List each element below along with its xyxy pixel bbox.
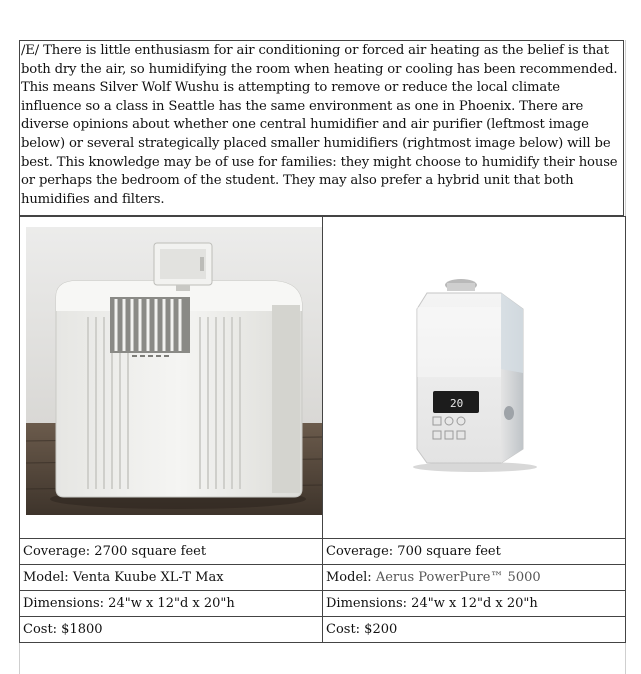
model-cell-left xyxy=(20,565,323,591)
product-comparison-table xyxy=(19,216,626,643)
product-image-cell-right xyxy=(323,217,626,539)
cost-cell-left: Cost: $1800 xyxy=(20,617,323,643)
cost-cell-right: Cost: $200 xyxy=(323,617,626,643)
model-cell-right xyxy=(323,565,626,591)
aerus-humidifier-photo xyxy=(405,273,545,473)
dimensions-row xyxy=(20,591,626,617)
aerus-display-reading: 20 xyxy=(450,397,464,410)
model-row xyxy=(20,565,626,591)
model-label-left: Model: xyxy=(23,570,73,585)
venta-humidifier-photo xyxy=(26,227,322,515)
cost-row xyxy=(20,617,626,643)
dimensions-cell-left: Dimensions: 24"w x 12"d x 20"h xyxy=(20,591,323,617)
coverage-row xyxy=(20,539,626,565)
coverage-cell-right: Coverage: 700 square feet xyxy=(323,539,626,565)
model-name-link-right[interactable]: Aerus PowerPure™ 5000 xyxy=(375,570,541,585)
coverage-cell-left: Coverage: 2700 square feet xyxy=(20,539,323,565)
model-label-right: Model: xyxy=(326,570,376,585)
model-name-left: Venta Kuube XL-T Max xyxy=(72,570,224,585)
dimensions-cell-right: Dimensions: 24"w x 12"d x 20"h xyxy=(323,591,626,617)
product-image-row xyxy=(20,217,626,539)
intro-paragraph: /E/ There is little enthusiasm for air conditioning or forced air heating as the belief is that both dry the air, so humidifying the room when heating or cooling has been recommended. This means Silver Wolf Wushu is attempting to remove or reduce the local climate influence so a class in Seattle has the same environment as one in Phoenix. There are diverse opinions about whether one central humidifier and air purifier (leftmost image below) or several strategically placed smaller humidifiers (rightmost image below) will be best. This knowledge may be of use for families: they might choose to humidify their house or perhaps the bedroom of the student. They may also prefer a hybrid unit that both humidifies and filters. xyxy=(19,40,624,216)
product-image-cell-left xyxy=(20,217,323,539)
